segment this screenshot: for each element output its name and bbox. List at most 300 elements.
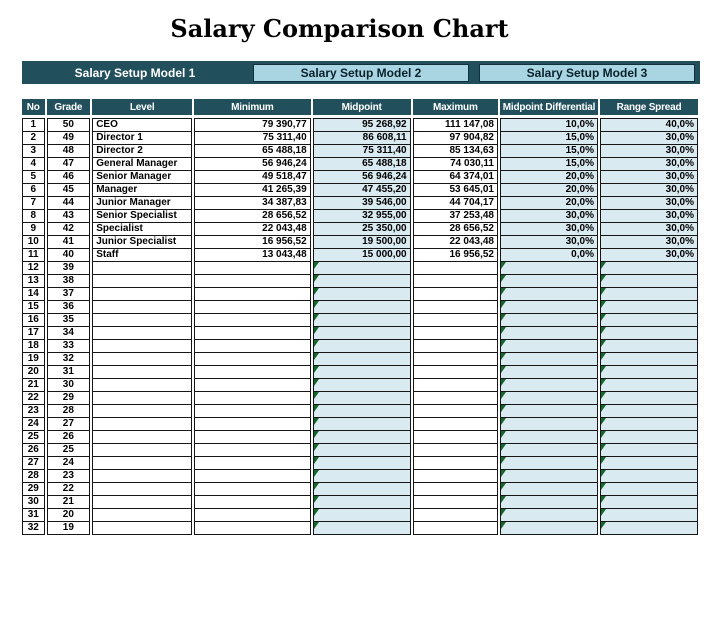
cell-mid-diff[interactable] bbox=[500, 496, 598, 509]
cell-mid[interactable] bbox=[313, 457, 411, 470]
cell-level[interactable] bbox=[92, 262, 192, 275]
cell-mid-diff[interactable] bbox=[500, 171, 598, 184]
column-header-minimum[interactable]: Minimum bbox=[194, 99, 311, 118]
cell-level[interactable] bbox=[92, 470, 192, 483]
cell-mid-diff[interactable] bbox=[500, 340, 598, 353]
cell-mid[interactable] bbox=[313, 158, 411, 171]
cell-value: 24 bbox=[62, 457, 74, 469]
cell-mid[interactable] bbox=[313, 145, 411, 158]
cell-min[interactable] bbox=[194, 314, 311, 327]
cell-range-spread[interactable] bbox=[600, 405, 698, 418]
cell-min[interactable] bbox=[194, 496, 311, 509]
cell-mid-diff[interactable] bbox=[500, 118, 598, 132]
cell-grade[interactable] bbox=[47, 236, 91, 249]
cell-grade[interactable] bbox=[47, 392, 91, 405]
cell-level[interactable] bbox=[92, 327, 192, 340]
cell-min[interactable] bbox=[194, 327, 311, 340]
cell-mid[interactable] bbox=[313, 483, 411, 496]
cell-range-spread[interactable] bbox=[600, 301, 698, 314]
cell-mid[interactable] bbox=[313, 418, 411, 431]
cell-grade[interactable] bbox=[47, 483, 91, 496]
cell-level[interactable] bbox=[92, 236, 192, 249]
cell-range-spread[interactable] bbox=[600, 366, 698, 379]
cell-no[interactable] bbox=[22, 158, 45, 171]
cell-level[interactable] bbox=[92, 145, 192, 158]
cell-value: 14 bbox=[27, 288, 39, 300]
error-indicator-icon bbox=[314, 457, 319, 464]
cell-mid[interactable] bbox=[313, 249, 411, 262]
cell-range-spread[interactable] bbox=[600, 132, 698, 145]
cell-grade[interactable] bbox=[47, 379, 91, 392]
cell-max[interactable] bbox=[413, 353, 498, 366]
cell-mid[interactable] bbox=[313, 223, 411, 236]
cell-mid[interactable] bbox=[313, 405, 411, 418]
cell-grade[interactable] bbox=[47, 366, 91, 379]
cell-max[interactable] bbox=[413, 288, 498, 301]
cell-range-spread[interactable] bbox=[600, 275, 698, 288]
cell-min[interactable] bbox=[194, 470, 311, 483]
cell-mid-diff[interactable] bbox=[500, 132, 598, 145]
cell-range-spread[interactable] bbox=[600, 379, 698, 392]
cell-no[interactable] bbox=[22, 275, 45, 288]
cell-grade[interactable] bbox=[47, 223, 91, 236]
cell-min[interactable] bbox=[194, 210, 311, 223]
cell-grade[interactable] bbox=[47, 145, 91, 158]
cell-mid[interactable] bbox=[313, 431, 411, 444]
cell-min[interactable] bbox=[194, 171, 311, 184]
cell-range-spread[interactable] bbox=[600, 184, 698, 197]
cell-mid[interactable] bbox=[313, 132, 411, 145]
cell-no[interactable] bbox=[22, 392, 45, 405]
cell-mid[interactable] bbox=[313, 210, 411, 223]
cell-max[interactable] bbox=[413, 275, 498, 288]
cell-grade[interactable] bbox=[47, 457, 91, 470]
cell-no[interactable] bbox=[22, 457, 45, 470]
cell-level[interactable] bbox=[92, 444, 192, 457]
cell-mid-diff[interactable] bbox=[500, 392, 598, 405]
cell-value: Specialist bbox=[96, 223, 143, 235]
cell-mid[interactable] bbox=[313, 340, 411, 353]
cell-range-spread[interactable] bbox=[600, 457, 698, 470]
cell-min[interactable] bbox=[194, 405, 311, 418]
cell-grade[interactable] bbox=[47, 158, 91, 171]
cell-mid[interactable] bbox=[313, 262, 411, 275]
column-header-no[interactable]: No bbox=[22, 99, 45, 118]
tab-salary-setup-model-3[interactable] bbox=[474, 61, 700, 84]
cell-mid[interactable] bbox=[313, 288, 411, 301]
cell-mid-diff[interactable] bbox=[500, 405, 598, 418]
page-title: Salary Comparison Chart bbox=[170, 14, 509, 43]
error-indicator-icon bbox=[601, 444, 606, 451]
cell-value: 85 134,63 bbox=[449, 145, 494, 157]
cell-level[interactable] bbox=[92, 223, 192, 236]
cell-mid[interactable] bbox=[313, 327, 411, 340]
cell-grade[interactable] bbox=[47, 288, 91, 301]
cell-level[interactable] bbox=[92, 171, 192, 184]
cell-range-spread[interactable] bbox=[600, 210, 698, 223]
cell-range-spread[interactable] bbox=[600, 392, 698, 405]
cell-mid-diff[interactable] bbox=[500, 236, 598, 249]
cell-mid[interactable] bbox=[313, 379, 411, 392]
cell-max[interactable] bbox=[413, 483, 498, 496]
cell-mid-diff[interactable] bbox=[500, 366, 598, 379]
cell-min[interactable] bbox=[194, 418, 311, 431]
cell-no[interactable] bbox=[22, 444, 45, 457]
cell-no[interactable] bbox=[22, 353, 45, 366]
cell-value: 17 bbox=[27, 327, 39, 339]
cell-max[interactable] bbox=[413, 366, 498, 379]
cell-value: Director 2 bbox=[96, 145, 143, 157]
cell-mid-diff[interactable] bbox=[500, 457, 598, 470]
cell-mid-diff[interactable] bbox=[500, 327, 598, 340]
cell-mid[interactable] bbox=[313, 275, 411, 288]
cell-range-spread[interactable] bbox=[600, 509, 698, 522]
tab-salary-setup-model-2[interactable] bbox=[248, 61, 474, 84]
cell-mid-diff[interactable] bbox=[500, 483, 598, 496]
cell-grade[interactable] bbox=[47, 522, 91, 535]
cell-level[interactable] bbox=[92, 184, 192, 197]
cell-mid[interactable] bbox=[313, 314, 411, 327]
cell-grade[interactable] bbox=[47, 340, 91, 353]
cell-min[interactable] bbox=[194, 197, 311, 210]
cell-mid-diff[interactable] bbox=[500, 145, 598, 158]
cell-no[interactable] bbox=[22, 171, 45, 184]
cell-min[interactable] bbox=[194, 379, 311, 392]
cell-mid[interactable] bbox=[313, 353, 411, 366]
cell-grade[interactable] bbox=[47, 197, 91, 210]
cell-max[interactable] bbox=[413, 340, 498, 353]
cell-no[interactable] bbox=[22, 405, 45, 418]
cell-min[interactable] bbox=[194, 444, 311, 457]
cell-grade[interactable] bbox=[47, 327, 91, 340]
cell-mid[interactable] bbox=[313, 444, 411, 457]
cell-min[interactable] bbox=[194, 340, 311, 353]
cell-min[interactable] bbox=[194, 301, 311, 314]
cell-range-spread[interactable] bbox=[600, 418, 698, 431]
cell-mid-diff[interactable] bbox=[500, 301, 598, 314]
cell-no[interactable] bbox=[22, 496, 45, 509]
cell-no[interactable] bbox=[22, 223, 45, 236]
cell-level[interactable] bbox=[92, 275, 192, 288]
cell-range-spread[interactable] bbox=[600, 522, 698, 535]
cell-no[interactable] bbox=[22, 418, 45, 431]
cell-grade[interactable] bbox=[47, 210, 91, 223]
cell-mid-diff[interactable] bbox=[500, 522, 598, 535]
cell-mid-diff[interactable] bbox=[500, 418, 598, 431]
cell-max[interactable] bbox=[413, 171, 498, 184]
cell-mid[interactable] bbox=[313, 509, 411, 522]
cell-level[interactable] bbox=[92, 379, 192, 392]
cell-grade[interactable] bbox=[47, 470, 91, 483]
table-row bbox=[22, 431, 698, 444]
cell-level[interactable] bbox=[92, 249, 192, 262]
cell-grade[interactable] bbox=[47, 118, 91, 132]
header-row bbox=[22, 99, 698, 118]
cell-min[interactable] bbox=[194, 483, 311, 496]
cell-min[interactable] bbox=[194, 236, 311, 249]
cell-no[interactable] bbox=[22, 288, 45, 301]
cell-max[interactable] bbox=[413, 522, 498, 535]
table-row bbox=[22, 223, 698, 236]
cell-no[interactable] bbox=[22, 184, 45, 197]
cell-level[interactable] bbox=[92, 197, 192, 210]
cell-max[interactable] bbox=[413, 197, 498, 210]
error-indicator-icon bbox=[314, 509, 319, 516]
cell-mid[interactable] bbox=[313, 118, 411, 132]
cell-no[interactable] bbox=[22, 470, 45, 483]
cell-value: 20,0% bbox=[565, 171, 594, 183]
cell-grade[interactable] bbox=[47, 184, 91, 197]
cell-level[interactable] bbox=[92, 483, 192, 496]
cell-mid[interactable] bbox=[313, 171, 411, 184]
cell-grade[interactable] bbox=[47, 431, 91, 444]
cell-min[interactable] bbox=[194, 275, 311, 288]
cell-max[interactable] bbox=[413, 392, 498, 405]
cell-no[interactable] bbox=[22, 249, 45, 262]
cell-no[interactable] bbox=[22, 340, 45, 353]
cell-mid-diff[interactable] bbox=[500, 379, 598, 392]
cell-min[interactable] bbox=[194, 184, 311, 197]
cell-grade[interactable] bbox=[47, 496, 91, 509]
cell-grade[interactable] bbox=[47, 353, 91, 366]
table-row bbox=[22, 314, 698, 327]
cell-mid[interactable] bbox=[313, 522, 411, 535]
cell-grade[interactable] bbox=[47, 171, 91, 184]
cell-max[interactable] bbox=[413, 431, 498, 444]
cell-value: 40,0% bbox=[665, 119, 694, 131]
cell-max[interactable] bbox=[413, 132, 498, 145]
cell-max[interactable] bbox=[413, 509, 498, 522]
cell-min[interactable] bbox=[194, 509, 311, 522]
cell-value: 37 bbox=[62, 288, 74, 300]
cell-level[interactable] bbox=[92, 418, 192, 431]
cell-range-spread[interactable] bbox=[600, 288, 698, 301]
cell-no[interactable] bbox=[22, 301, 45, 314]
cell-no[interactable] bbox=[22, 522, 45, 535]
cell-mid[interactable] bbox=[313, 496, 411, 509]
cell-max[interactable] bbox=[413, 262, 498, 275]
cell-grade[interactable] bbox=[47, 301, 91, 314]
cell-max[interactable] bbox=[413, 405, 498, 418]
cell-mid-diff[interactable] bbox=[500, 184, 598, 197]
cell-range-spread[interactable] bbox=[600, 327, 698, 340]
cell-no[interactable] bbox=[22, 145, 45, 158]
cell-no[interactable] bbox=[22, 262, 45, 275]
cell-no[interactable] bbox=[22, 509, 45, 522]
column-header-level[interactable]: Level bbox=[92, 99, 192, 118]
cell-value: 43 bbox=[62, 210, 74, 222]
cell-max[interactable] bbox=[413, 327, 498, 340]
cell-no[interactable] bbox=[22, 118, 45, 132]
cell-grade[interactable] bbox=[47, 132, 91, 145]
cell-max[interactable] bbox=[413, 223, 498, 236]
cell-max[interactable] bbox=[413, 145, 498, 158]
cell-value: 30,0% bbox=[665, 145, 694, 157]
cell-max[interactable] bbox=[413, 210, 498, 223]
cell-grade[interactable] bbox=[47, 262, 91, 275]
cell-level[interactable] bbox=[92, 496, 192, 509]
cell-value: 20,0% bbox=[565, 184, 594, 196]
cell-mid-diff[interactable] bbox=[500, 509, 598, 522]
cell-grade[interactable] bbox=[47, 405, 91, 418]
cell-grade[interactable] bbox=[47, 249, 91, 262]
cell-mid-diff[interactable] bbox=[500, 249, 598, 262]
error-indicator-icon bbox=[601, 509, 606, 516]
cell-min[interactable] bbox=[194, 132, 311, 145]
cell-min[interactable] bbox=[194, 366, 311, 379]
cell-mid[interactable] bbox=[313, 470, 411, 483]
cell-value: 30 bbox=[62, 379, 74, 391]
cell-no[interactable] bbox=[22, 132, 45, 145]
cell-max[interactable] bbox=[413, 118, 498, 132]
cell-mid-diff[interactable] bbox=[500, 444, 598, 457]
cell-level[interactable] bbox=[92, 118, 192, 132]
cell-grade[interactable] bbox=[47, 418, 91, 431]
cell-mid[interactable] bbox=[313, 184, 411, 197]
cell-no[interactable] bbox=[22, 366, 45, 379]
column-header-midpoint[interactable]: Midpoint bbox=[313, 99, 411, 118]
column-header-midpoint-differential[interactable]: Midpoint Differential bbox=[500, 99, 598, 118]
cell-max[interactable] bbox=[413, 457, 498, 470]
cell-mid[interactable] bbox=[313, 392, 411, 405]
cell-level[interactable] bbox=[92, 340, 192, 353]
cell-min[interactable] bbox=[194, 262, 311, 275]
cell-min[interactable] bbox=[194, 457, 311, 470]
cell-no[interactable] bbox=[22, 210, 45, 223]
cell-range-spread[interactable] bbox=[600, 431, 698, 444]
column-header-grade[interactable]: Grade bbox=[47, 99, 91, 118]
cell-range-spread[interactable] bbox=[600, 353, 698, 366]
cell-min[interactable] bbox=[194, 392, 311, 405]
cell-min[interactable] bbox=[194, 158, 311, 171]
table-row bbox=[22, 118, 698, 132]
cell-range-spread[interactable] bbox=[600, 470, 698, 483]
cell-mid-diff[interactable] bbox=[500, 158, 598, 171]
cell-no[interactable] bbox=[22, 197, 45, 210]
cell-mid-diff[interactable] bbox=[500, 262, 598, 275]
cell-no[interactable] bbox=[22, 431, 45, 444]
cell-level[interactable] bbox=[92, 392, 192, 405]
cell-range-spread[interactable] bbox=[600, 197, 698, 210]
cell-mid-diff[interactable] bbox=[500, 431, 598, 444]
cell-mid-diff[interactable] bbox=[500, 470, 598, 483]
cell-value: Senior Manager bbox=[96, 171, 172, 183]
cell-max[interactable] bbox=[413, 249, 498, 262]
cell-range-spread[interactable] bbox=[600, 223, 698, 236]
cell-level[interactable] bbox=[92, 509, 192, 522]
cell-range-spread[interactable] bbox=[600, 496, 698, 509]
cell-max[interactable] bbox=[413, 314, 498, 327]
cell-range-spread[interactable] bbox=[600, 145, 698, 158]
cell-range-spread[interactable] bbox=[600, 340, 698, 353]
cell-mid-diff[interactable] bbox=[500, 353, 598, 366]
column-header-maximum[interactable]: Maximum bbox=[413, 99, 498, 118]
cell-value: 30,0% bbox=[665, 132, 694, 144]
cell-max[interactable] bbox=[413, 184, 498, 197]
cell-no[interactable] bbox=[22, 314, 45, 327]
cell-min[interactable] bbox=[194, 353, 311, 366]
cell-level[interactable] bbox=[92, 457, 192, 470]
cell-level[interactable] bbox=[92, 288, 192, 301]
cell-mid[interactable] bbox=[313, 236, 411, 249]
cell-no[interactable] bbox=[22, 483, 45, 496]
cell-min[interactable] bbox=[194, 431, 311, 444]
cell-range-spread[interactable] bbox=[600, 171, 698, 184]
cell-value: 9 bbox=[30, 223, 37, 235]
cell-grade[interactable] bbox=[47, 509, 91, 522]
cell-max[interactable] bbox=[413, 444, 498, 457]
cell-level[interactable] bbox=[92, 210, 192, 223]
cell-range-spread[interactable] bbox=[600, 118, 698, 132]
tab-salary-setup-model-1[interactable] bbox=[22, 61, 248, 84]
cell-level[interactable] bbox=[92, 158, 192, 171]
cell-level[interactable] bbox=[92, 431, 192, 444]
cell-min[interactable] bbox=[194, 288, 311, 301]
cell-mid-diff[interactable] bbox=[500, 314, 598, 327]
cell-max[interactable] bbox=[413, 418, 498, 431]
cell-level[interactable] bbox=[92, 353, 192, 366]
error-indicator-icon bbox=[314, 405, 319, 412]
cell-grade[interactable] bbox=[47, 444, 91, 457]
column-header-range-spread[interactable]: Range Spread bbox=[600, 99, 698, 118]
cell-max[interactable] bbox=[413, 158, 498, 171]
cell-mid-diff[interactable] bbox=[500, 197, 598, 210]
table-body bbox=[22, 118, 698, 535]
cell-max[interactable] bbox=[413, 301, 498, 314]
cell-mid-diff[interactable] bbox=[500, 210, 598, 223]
cell-max[interactable] bbox=[413, 496, 498, 509]
cell-level[interactable] bbox=[92, 314, 192, 327]
cell-range-spread[interactable] bbox=[600, 158, 698, 171]
cell-range-spread[interactable] bbox=[600, 262, 698, 275]
cell-max[interactable] bbox=[413, 470, 498, 483]
cell-mid-diff[interactable] bbox=[500, 288, 598, 301]
cell-mid[interactable] bbox=[313, 366, 411, 379]
cell-mid-diff[interactable] bbox=[500, 223, 598, 236]
cell-range-spread[interactable] bbox=[600, 483, 698, 496]
cell-mid[interactable] bbox=[313, 301, 411, 314]
cell-level[interactable] bbox=[92, 522, 192, 535]
cell-level[interactable] bbox=[92, 405, 192, 418]
error-indicator-icon bbox=[501, 483, 506, 490]
cell-min[interactable] bbox=[194, 522, 311, 535]
cell-min[interactable] bbox=[194, 145, 311, 158]
cell-no[interactable] bbox=[22, 379, 45, 392]
cell-level[interactable] bbox=[92, 301, 192, 314]
cell-grade[interactable] bbox=[47, 275, 91, 288]
table-row bbox=[22, 184, 698, 197]
cell-max[interactable] bbox=[413, 379, 498, 392]
cell-no[interactable] bbox=[22, 236, 45, 249]
cell-range-spread[interactable] bbox=[600, 444, 698, 457]
cell-min[interactable] bbox=[194, 118, 311, 132]
cell-mid[interactable] bbox=[313, 197, 411, 210]
cell-min[interactable] bbox=[194, 223, 311, 236]
cell-level[interactable] bbox=[92, 132, 192, 145]
cell-value: 56 946,24 bbox=[262, 158, 307, 170]
cell-range-spread[interactable] bbox=[600, 249, 698, 262]
cell-value: 35 bbox=[62, 314, 74, 326]
cell-mid-diff[interactable] bbox=[500, 275, 598, 288]
cell-level[interactable] bbox=[92, 366, 192, 379]
error-indicator-icon bbox=[501, 366, 506, 373]
cell-max[interactable] bbox=[413, 236, 498, 249]
cell-range-spread[interactable] bbox=[600, 314, 698, 327]
cell-no[interactable] bbox=[22, 327, 45, 340]
cell-min[interactable] bbox=[194, 249, 311, 262]
cell-range-spread[interactable] bbox=[600, 236, 698, 249]
cell-grade[interactable] bbox=[47, 314, 91, 327]
